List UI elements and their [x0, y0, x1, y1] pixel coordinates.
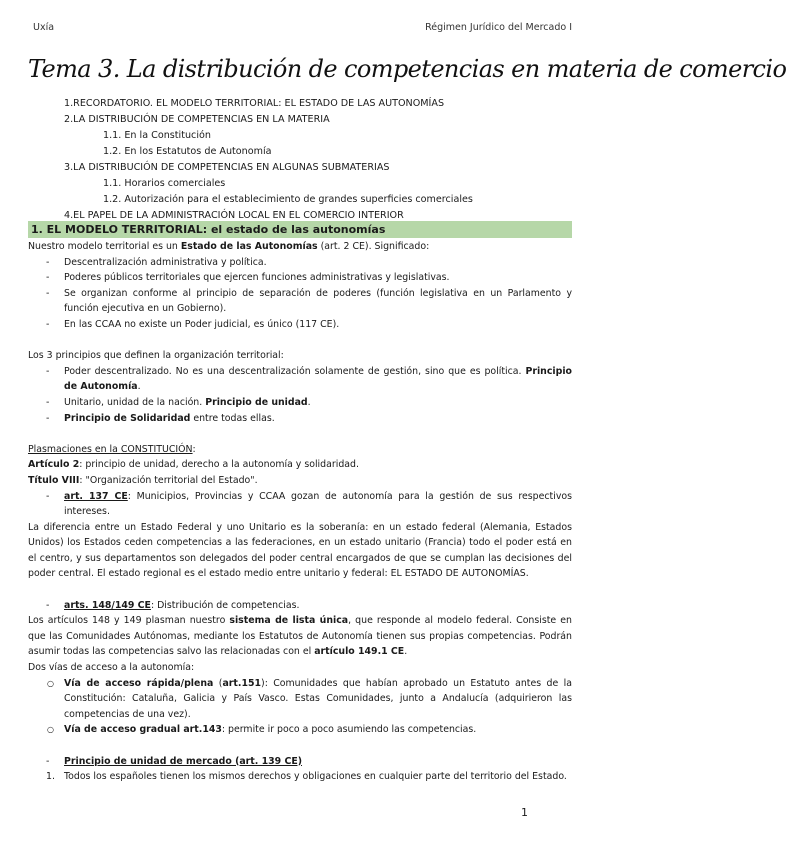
plasmaciones-lead: Plasmaciones en la CONSTITUCIÓN:	[28, 443, 196, 455]
list-item: ○ Vía de acceso gradual art.143: permite ir poco a poco asumiendo las competencias.	[47, 724, 477, 736]
toc-subitem: 1.1. Horarios comerciales	[103, 178, 226, 189]
toc-item: 4.EL PAPEL DE LA ADMINISTRACIÓN LOCAL EN EL COMERCIO INTERIOR	[64, 210, 404, 221]
list-item: - Principio de unidad de mercado (art. 139 CE)	[46, 755, 303, 767]
section-heading: 1. EL MODELO TERRITORIAL: el estado de las autonomías	[28, 221, 572, 238]
toc-item: 1.RECORDATORIO. EL MODELO TERRITORIAL: EL ESTADO DE LAS AUTONOMÍAS	[64, 98, 445, 109]
toc-subitem: 1.2. Autorización para el establecimiento de grandes superficies comerciales	[103, 194, 473, 205]
federal-vs-unitary-paragraph: La diferencia entre un Estado Federal y uno Unitario es la soberanía: en un estado federal (Alemania, Estados Unidos) los Estados ceden competencias a las federaciones, en un estado unitario (Francia) todo el poder está en el centro, y sus departamentos son delegados del poder central encargados de que se cumplan las decisiones del poder central. El estado regional es el estado medio entre unitario y federal: EL ESTADO DE AUTONOMÍAS.	[28, 521, 572, 580]
list-item: - art. 137 CE: Municipios, Provincias y CCAA gozan de autonomía para la gestión de sus respectivos intereses.	[46, 490, 572, 518]
list-item: - Principio de Solidaridad entre todas ellas.	[46, 412, 275, 424]
page-number: 1	[521, 806, 528, 819]
list-item: - Poder descentralizado. No es una descentralización solamente de gestión, sino que es política. Principio de Autonomía.	[46, 365, 572, 393]
titulo8-line: Título VIII: "Organización territorial del Estado".	[28, 474, 258, 486]
vias-intro: Dos vías de acceso a la autonomía:	[28, 662, 195, 674]
numbered-item: 1. Todos los españoles tienen los mismos derechos y obligaciones en cualquier parte del territorio del Estado.	[46, 771, 567, 783]
toc-item: 2.LA DISTRIBUCIÓN DE COMPETENCIAS EN LA MATERIA	[64, 114, 330, 125]
header-author: Uxía	[33, 22, 55, 33]
principles-intro: Los 3 principios que definen la organización territorial:	[28, 350, 284, 362]
list-item: - arts. 148/149 CE: Distribución de competencias.	[46, 599, 300, 611]
list-item: ○ Vía de acceso rápida/plena (art.151): Comunidades que habían aprobado un Estatuto antes de la Constitución: Cataluña, Galicia y País Vasco. Estas Comunidades, junto a Andalucía (adquirieron las competencias de una vez).	[47, 677, 572, 720]
toc-item: 3.LA DISTRIBUCIÓN DE COMPETENCIAS EN ALGUNAS SUBMATERIAS	[64, 162, 390, 173]
header-subject: Régimen Jurídico del Mercado I	[425, 22, 572, 33]
document-title: Tema 3. La distribución de competencias en materia de comercio	[28, 55, 786, 83]
list-item: - Se organizan conforme al principio de separación de poderes (función legislativa en un Parlamento y función ejecutiva en un Gobierno).	[46, 287, 572, 315]
list-item: - En las CCAA no existe un Poder judicial, es único (117 CE).	[46, 318, 340, 330]
section-body	[28, 239, 572, 785]
art2-line: Artículo 2: principio de unidad, derecho a la autonomía y solidaridad.	[28, 459, 359, 471]
toc-subitem: 1.2. En los Estatutos de Autonomía	[103, 146, 272, 157]
table-of-contents	[0, 96, 600, 224]
list-item: - Unitario, unidad de la nación. Principio de unidad.	[46, 396, 311, 408]
intro-paragraph: Nuestro modelo territorial es un Estado de las Autonomías (art. 2 CE). Significado:	[28, 241, 430, 252]
toc-subitem: 1.1. En la Constitución	[103, 130, 211, 141]
lista-unica-paragraph: Los artículos 148 y 149 plasman nuestro sistema de lista única, que responde al modelo federal. Consiste en que las Comunidades Autónomas, mediante los Estatutos de Autonomía tienen sus propias competencias. Podrán asumir todas las competencias salvo las relacionadas con el artículo 149.1 CE.	[28, 615, 572, 658]
list-item: - Descentralización administrativa y política.	[46, 256, 267, 268]
list-item: - Poderes públicos territoriales que ejercen funciones administrativas y legislativas.	[46, 272, 450, 284]
